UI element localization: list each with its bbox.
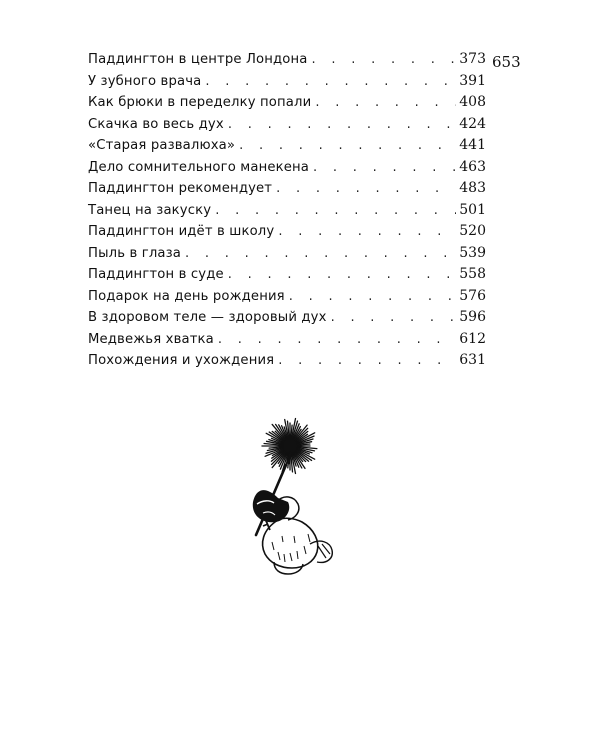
toc-entry[interactable] xyxy=(88,309,486,331)
toc-entry-title: Подарок на день рождения xyxy=(88,288,285,304)
toc-leader-dots xyxy=(278,224,456,239)
toc-entry[interactable] xyxy=(88,352,486,374)
bear-with-chimney-brush-icon xyxy=(222,412,372,597)
toc-entry[interactable] xyxy=(88,94,486,116)
toc-entry-page: 373 xyxy=(459,51,486,67)
toc-entry[interactable] xyxy=(88,223,486,245)
toc-entry-title: Паддингтон в центре Лондона xyxy=(88,52,308,67)
toc-entry-page: 463 xyxy=(459,158,486,175)
toc-entry-title: Медвежья хватка xyxy=(88,331,214,347)
toc-entry-page: 596 xyxy=(459,309,486,325)
toc-entry-page: 539 xyxy=(459,244,486,261)
toc-entry-title: В здоровом теле — здоровый дух xyxy=(88,310,327,325)
toc-entry[interactable] xyxy=(88,116,486,138)
toc-entry-page: 408 xyxy=(459,94,486,110)
toc-entry[interactable] xyxy=(88,266,486,288)
toc-leader-dots xyxy=(215,203,456,218)
toc-entry-title: Дело сомнительного манекена xyxy=(88,159,310,175)
toc-entry-title: Пыль в глаза xyxy=(88,245,182,261)
toc-leader-dots xyxy=(228,267,456,282)
toc-entry-title: У зубного врача xyxy=(88,73,202,89)
toc-leader-dots xyxy=(313,160,456,175)
toc-entry-title: Паддингтон рекомендует xyxy=(88,181,273,196)
toc-entry[interactable] xyxy=(88,73,486,95)
toc-entry[interactable] xyxy=(88,159,486,181)
bear-with-chimney-brush-illustration xyxy=(222,412,372,597)
toc-entry[interactable] xyxy=(88,137,486,159)
toc-leader-dots xyxy=(315,95,456,110)
toc-entry-page: 424 xyxy=(459,115,486,132)
toc-entry-page: 441 xyxy=(459,137,486,153)
toc-entry-page: 612 xyxy=(459,330,486,347)
toc-entry[interactable] xyxy=(88,245,486,267)
toc-leader-dots xyxy=(228,117,456,132)
toc-entry-title: Как брюки в переделку попали xyxy=(88,95,312,110)
toc-entry[interactable] xyxy=(88,331,486,353)
toc-entry-title: Паддингтон идёт в школу xyxy=(88,224,275,239)
toc-entry-title: Скачка во весь дух xyxy=(88,116,224,132)
toc-entry[interactable] xyxy=(88,51,486,73)
toc-entry-page: 558 xyxy=(459,266,486,282)
toc-leader-dots xyxy=(276,181,456,196)
toc-entry-page: 391 xyxy=(459,72,486,89)
toc-entry-title: «Старая развалюха» xyxy=(88,138,236,153)
toc-leader-dots xyxy=(289,289,456,304)
toc-entry[interactable] xyxy=(88,180,486,202)
toc-entry[interactable] xyxy=(88,288,486,310)
toc-entry-title: Похождения и ухождения xyxy=(88,353,275,368)
toc-entry-page: 483 xyxy=(459,180,486,196)
toc-leader-dots xyxy=(218,332,456,347)
toc-entry-page: 520 xyxy=(459,223,486,239)
toc-entry-page: 501 xyxy=(459,201,486,218)
toc-leader-dots xyxy=(185,246,456,261)
toc-leader-dots xyxy=(205,74,456,89)
page-number: 653 xyxy=(492,53,521,71)
toc-leader-dots xyxy=(312,52,457,67)
toc-entry-page: 631 xyxy=(459,352,486,368)
table-of-contents xyxy=(88,51,486,374)
toc-entry-page: 576 xyxy=(459,287,486,304)
toc-leader-dots xyxy=(239,138,456,153)
toc-leader-dots xyxy=(331,310,456,325)
toc-leader-dots xyxy=(278,353,456,368)
toc-entry[interactable] xyxy=(88,202,486,224)
toc-entry-title: Танец на закуску xyxy=(88,202,212,218)
toc-entry-title: Паддингтон в суде xyxy=(88,267,224,282)
